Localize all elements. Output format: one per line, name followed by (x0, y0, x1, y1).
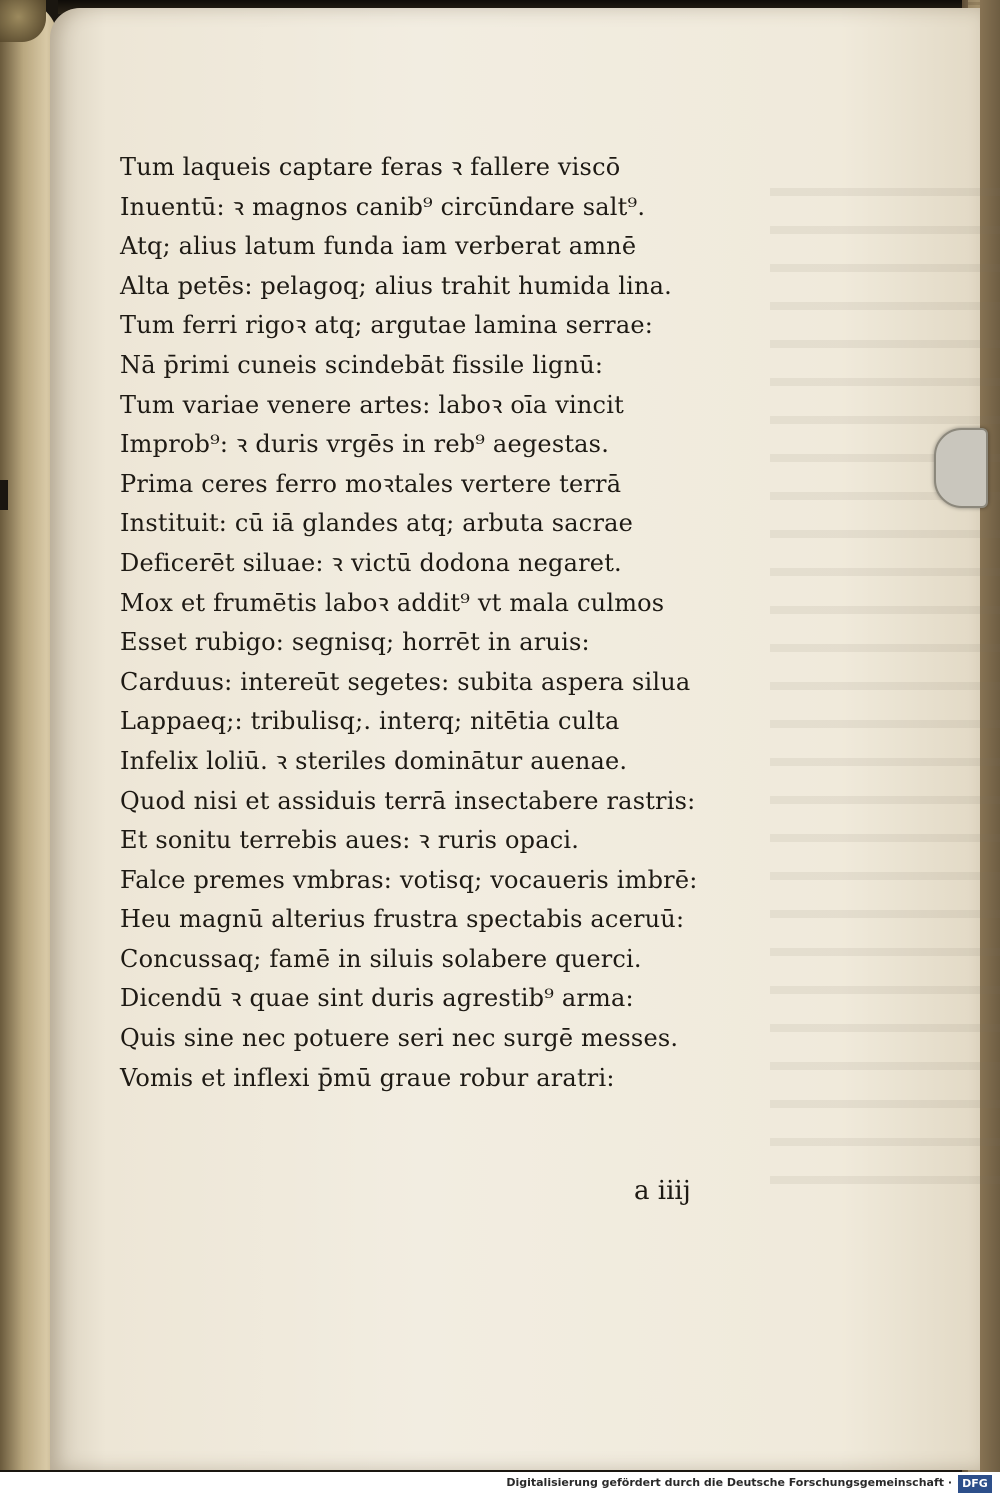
verse-line: Quis sine nec potuere seri nec surgē messes. (120, 1024, 679, 1053)
signature-mark: a iiij (634, 1176, 691, 1206)
verse-line: Lappaeq;: tribulisq;. interq; nitētia culta (120, 707, 620, 736)
verse-line: Tum laqueis captare feras ꝛ fallere viscō (120, 153, 621, 181)
verse-line: Mox et frumētis laboꝛ addit⁹ vt mala culmos (120, 588, 665, 617)
verse-line: Nā p̄rimi cuneis scindebāt fissile lignū: (120, 350, 604, 379)
verse-line: Quod nisi et assiduis terrā insectabere rastris: (120, 786, 696, 815)
binding-clasp (0, 0, 46, 42)
page-tab-marker (934, 428, 988, 508)
verse-line: Atq; alius latum funda iam verberat amnē (120, 232, 637, 261)
show-through-bleed (770, 158, 1000, 1188)
verse-line: Esset rubigo: segnisq; horrēt in aruis: (120, 628, 590, 657)
verse-line: Carduus: intereūt segetes: subita aspera silua (120, 667, 691, 696)
verse-line: Instituit: cū iā glandes atq; arbuta sacrae (120, 509, 634, 538)
dfg-logo: DFG (958, 1475, 992, 1493)
verse-line: Improb⁹: ꝛ duris vrgēs in reb⁹ aegestas. (120, 430, 610, 459)
footer-bar (0, 1472, 1000, 1497)
verse-line: Infelix loliū. ꝛ steriles dominātur auenae. (120, 746, 628, 775)
footer-credit: Digitalisierung gefördert durch die Deutsche Forschungsgemeinschaft · (506, 1476, 952, 1489)
verse-line: Concussaq; famē in siluis solabere querci. (120, 944, 642, 973)
verse-line: Heu magnū alterius frustra spectabis aceruū: (120, 905, 685, 934)
verse-block (120, 148, 740, 1098)
page-edge-mark (0, 480, 8, 510)
verse-line: Falce premes vmbras: votisq; vocaueris imbrē: (120, 865, 698, 894)
verse-line: Dicendū ꝛ quae sint duris agrestib⁹ arma: (120, 984, 634, 1013)
verse-line: Vomis et inflexi p̄mū graue robur aratri: (120, 1063, 615, 1092)
verse-line: Prima ceres ferro moꝛtales vertere terrā (120, 469, 622, 498)
verse-line: Deficerēt siluae: ꝛ victū dodona negaret. (120, 548, 622, 577)
verse-line: Tum ferri rigoꝛ atq; argutae lamina serrae: (120, 311, 654, 340)
verse-line: Et sonitu terrebis aues: ꝛ ruris opaci. (120, 826, 580, 855)
verse-line: Inuentū: ꝛ magnos canib⁹ circūndare salt⁹. (120, 192, 646, 221)
verse-line: Tum variae venere artes: laboꝛ oīa vincit (120, 390, 624, 419)
verse-line: Alta petēs: pelagoq; alius trahit humida lina. (120, 271, 672, 300)
